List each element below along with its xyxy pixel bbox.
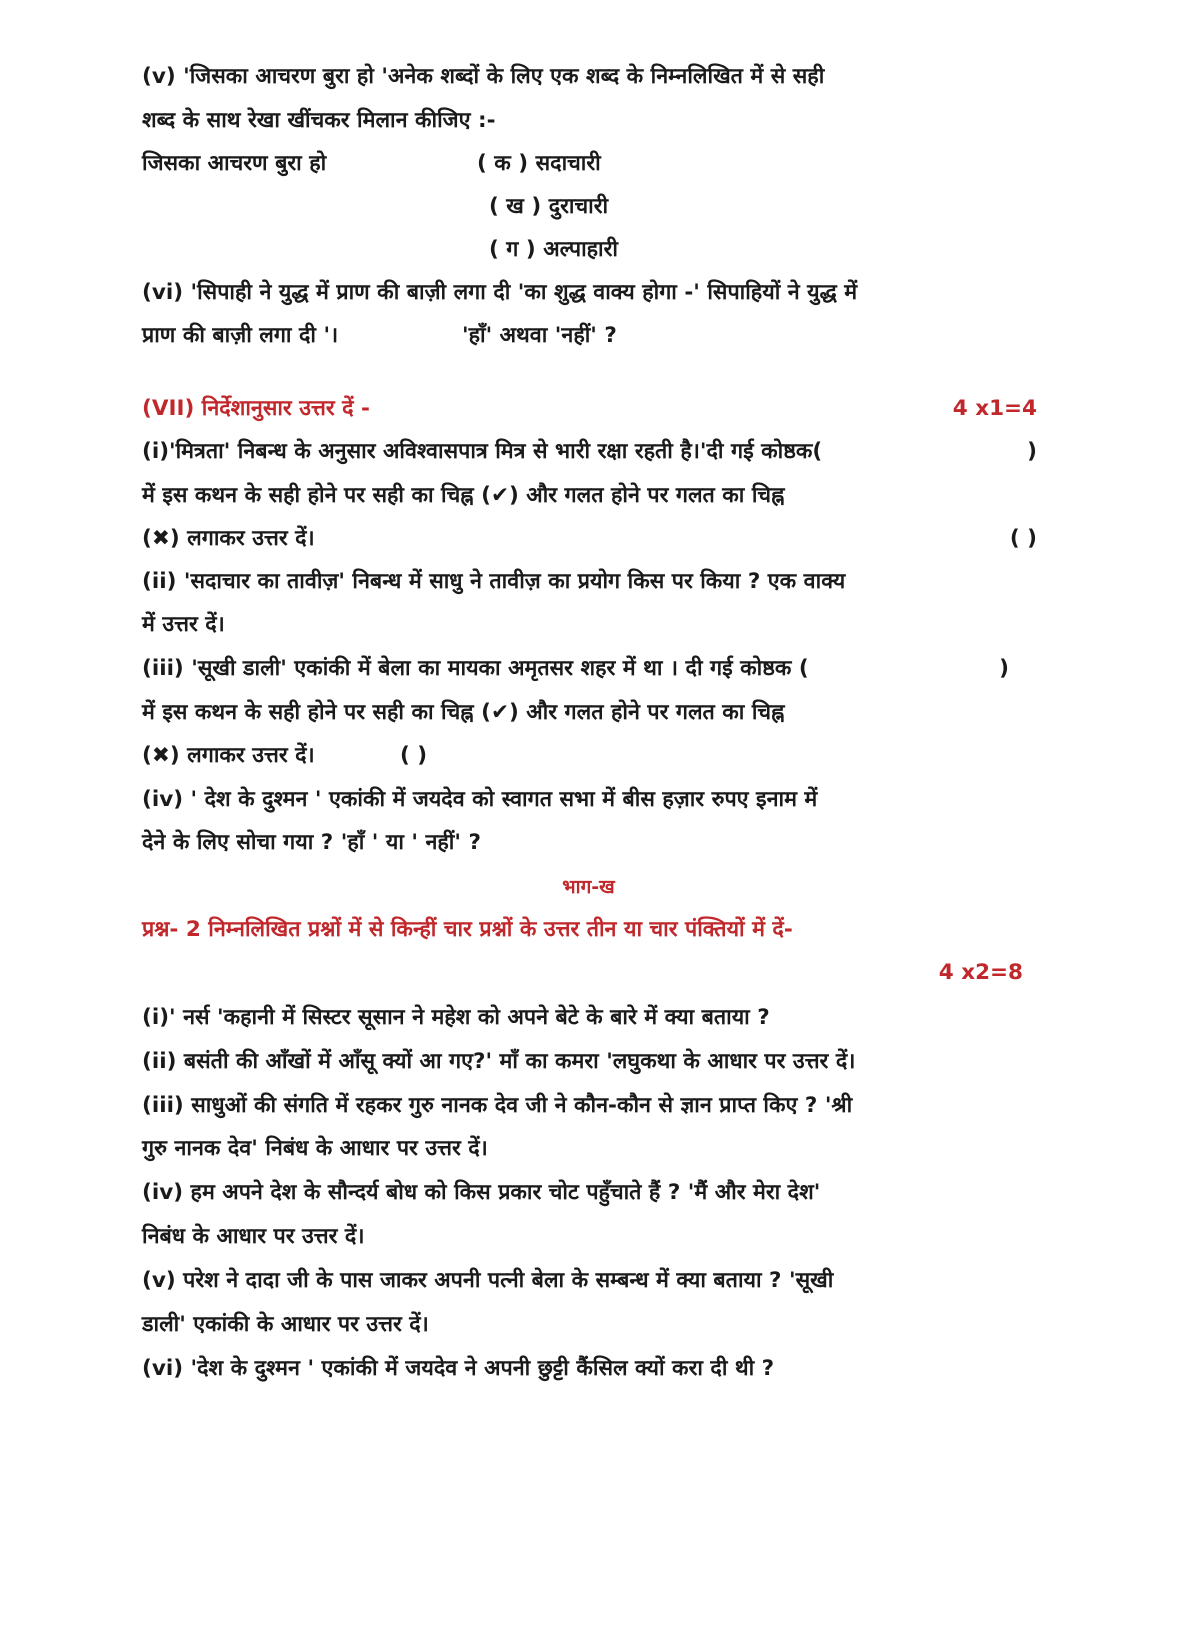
q5-option-ka: ( क ) सदाचारी — [477, 151, 601, 176]
part-b-title: भाग-ख — [562, 876, 615, 898]
s7-q4-line1: (iv) ' देश के दुश्मन ' एकांकी में जयदेव को स्वागत सभा में बीस हज़ार रुपए इनाम में — [142, 787, 818, 812]
part-b-q4-line2: निबंध के आधार पर उत्तर दें। — [142, 1224, 365, 1249]
q6-line1: (vi) 'सिपाही ने युद्ध में प्राण की बाज़ी लगा दी 'का शुद्ध वाक्य होगा -' सिपाहियों ने युद्ध में — [142, 280, 858, 305]
s7-q1-line3-text: (✖) लगाकर उत्तर दें। — [142, 526, 315, 551]
section7-heading-row — [142, 394, 1037, 424]
s7-q3-line1-end: ) — [999, 656, 1009, 681]
q5-line2: शब्द के साथ रेखा खींचकर मिलान कीजिए :- — [142, 108, 496, 133]
s7-q1-line1-text: (i)'मित्रता' निबन्ध के अनुसार अविश्वासपात्र मित्र से भारी रक्षा रहती है।'दी गई कोष्ठक( — [142, 439, 823, 464]
s7-q3-line2: में इस कथन के सही होने पर सही का चिह्न (✔) और गलत होने पर गलत का चिह्न — [142, 700, 785, 725]
part-b-marks: 4 x2=8 — [938, 960, 1023, 985]
part-b-q2: (ii) बसंती की आँखों में आँसू क्यों आ गए?' माँ का कमरा 'लघुकथा के आधार पर उत्तर दें। — [142, 1049, 856, 1074]
part-b-q3-line2: गुरु नानक देव' निबंध के आधार पर उत्तर दें। — [142, 1136, 488, 1161]
s7-q2-line1: (ii) 'सदाचार का तावीज़' निबन्ध में साधु ने तावीज़ का प्रयोग किस पर किया ? एक वाक्य — [142, 569, 846, 594]
q6-choice: 'हाँ' अथवा 'नहीं' ? — [462, 323, 617, 348]
s7-q1-line1 — [142, 437, 1037, 467]
s7-q3-line1 — [142, 654, 1037, 684]
s7-q1-line1-end: ) — [1027, 439, 1037, 464]
part-b-question-heading: प्रश्न- 2 निम्नलिखित प्रश्नों में से किन्हीं चार प्रश्नों के उत्तर तीन या चार पंक्तियों में दें- — [142, 917, 793, 942]
q5-match-row-1 — [142, 149, 1037, 179]
s7-q3-line3 — [142, 741, 1037, 771]
part-b-q4-line1: (iv) हम अपने देश के सौन्दर्य बोध को किस प्रकार चोट पहुँचाते हैं ? 'मैं और मेरा देश' — [142, 1180, 821, 1205]
part-b-q6: (vi) 'देश के दुश्मन ' एकांकी में जयदेव ने अपनी छुट्टी कैंसिल क्यों करा दी थी ? — [142, 1356, 775, 1381]
s7-q3-line3-text: (✖) लगाकर उत्तर दें। — [142, 743, 315, 768]
q5-option-kha: ( ख ) दुराचारी — [489, 194, 609, 219]
q5-left-phrase: जिसका आचरण बुरा हो — [142, 151, 327, 176]
part-b-q5-line1: (v) परेश ने दादा जी के पास जाकर अपनी पत्नी बेला के सम्बन्ध में क्या बताया ? 'सूखी — [142, 1268, 834, 1293]
s7-q3-answer-box[interactable]: ( ) — [400, 743, 428, 768]
s7-q2-line2: में उत्तर दें। — [142, 612, 225, 637]
part-b-q3-line1: (iii) साधुओं की संगति में रहकर गुरु नानक देव जी ने कौन-कौन से ज्ञान प्राप्त किए ? 'श्री — [142, 1093, 853, 1118]
s7-q3-line1-text: (iii) 'सूखी डाली' एकांकी में बेला का मायका अमृतसर शहर में था । दी गई कोष्ठक ( — [142, 656, 809, 681]
s7-q4-line2: देने के लिए सोचा गया ? 'हाँ ' या ' नहीं' ? — [142, 830, 481, 855]
q5-line1: (v) 'जिसका आचरण बुरा हो 'अनेक शब्दों के लिए एक शब्द के निम्नलिखित में से सही — [142, 64, 825, 89]
q6-line2-text: प्राण की बाज़ी लगा दी '। — [142, 323, 339, 348]
part-b-q1: (i)' नर्स 'कहानी में सिस्टर सूसान ने महेश को अपने बेटे के बारे में क्या बताया ? — [142, 1005, 770, 1030]
section7-marks: 4 x1=4 — [952, 396, 1037, 421]
s7-q1-line3 — [142, 524, 1037, 554]
s7-q1-answer-box[interactable]: ( ) — [1009, 526, 1037, 551]
part-b-q5-line2: डाली' एकांकी के आधार पर उत्तर दें। — [142, 1312, 429, 1337]
s7-q1-line2: में इस कथन के सही होने पर सही का चिह्न (✔) और गलत होने पर गलत का चिह्न — [142, 483, 785, 508]
q6-line2 — [142, 321, 1037, 351]
q5-option-ga: ( ग ) अल्पाहारी — [489, 237, 618, 262]
section7-heading: (VII) निर्देशानुसार उत्तर दें - — [142, 396, 370, 421]
